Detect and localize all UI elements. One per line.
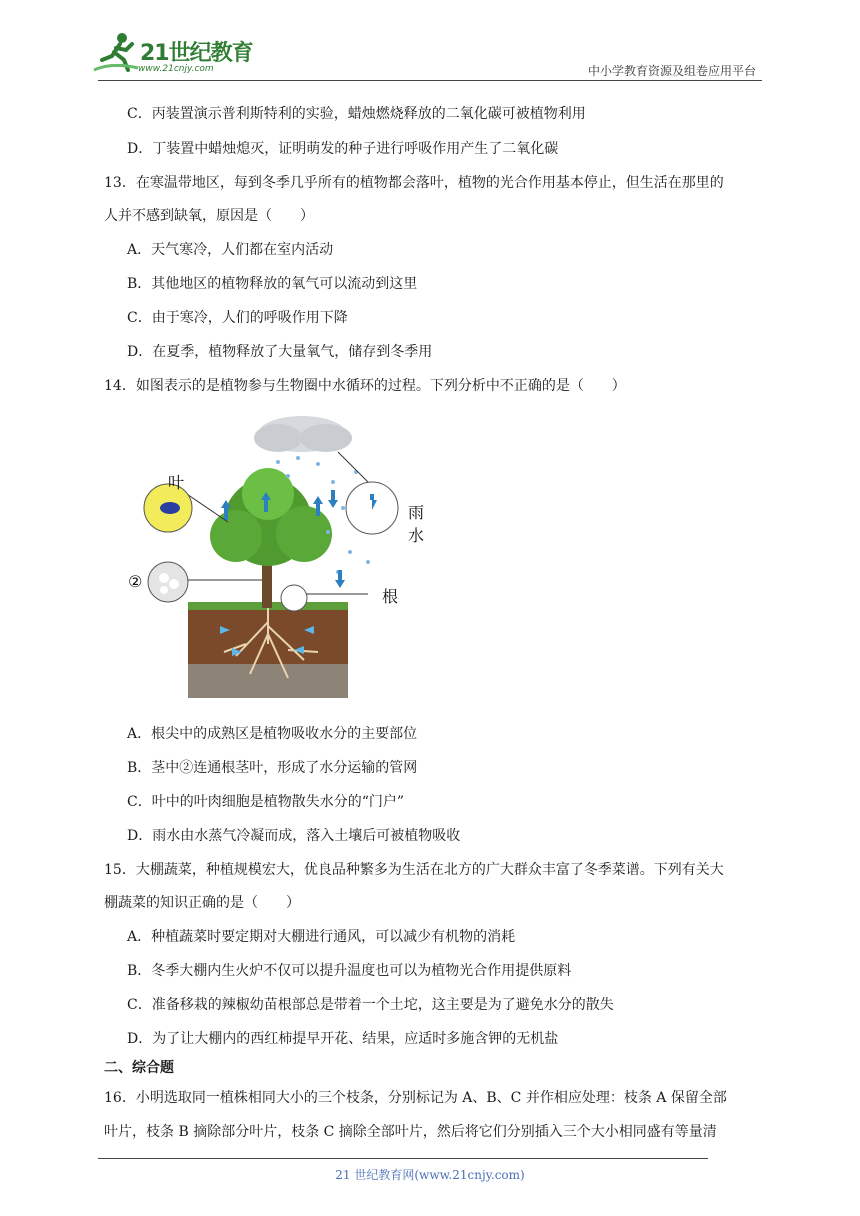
label-leaf: 叶 (168, 473, 185, 492)
q13-option-c: C．由于寒冷，人们的呼吸作用下降 (127, 310, 348, 326)
logo-url: www.21cnjy.com (138, 64, 214, 74)
q13-option-d: D．在夏季，植物释放了大量氧气，储存到冬季用 (127, 344, 433, 360)
label-stem-marker: ② (128, 572, 143, 591)
q15-stem-line1: 15．大棚蔬菜，种植规模宏大，优良品种繁多为生活在北方的广大群众丰富了冬季菜谱。下列有关大 (104, 862, 724, 878)
header-platform-text: 中小学教育资源及组卷应用平台 (587, 64, 756, 78)
q15-option-b: B．冬季大棚内生火炉不仅可以提升温度也可以为植物光合作用提供原料 (127, 963, 572, 979)
q14-option-d: D．雨水由水蒸气冷凝而成，落入土壤后可被植物吸收 (127, 828, 461, 844)
q16-stem-line1: 16．小明选取同一植株相同大小的三个枝条，分别标记为 A、B、C 并作相应处理：枝条 A 保留全部 (104, 1090, 727, 1106)
water-cycle-figure (128, 412, 428, 702)
q13-stem-line2: 人并不感到缺氧，原因是（ ） (104, 208, 314, 224)
label-rain: 雨水 (408, 503, 425, 545)
q15-option-c: C．准备移栽的辣椒幼苗根部总是带着一个土坨，这主要是为了避免水分的散失 (127, 997, 614, 1013)
stoma-shape (160, 502, 180, 514)
header-divider (98, 80, 762, 81)
q15-stem-line2: 棚蔬菜的知识正确的是（ ） (104, 895, 300, 911)
q14-option-a: A．根尖中的成熟区是植物吸收水分的主要部位 (127, 726, 418, 742)
footer-divider (98, 1158, 708, 1159)
q15-option-d: D．为了让大棚内的西红柿提早开花、结果，应适时多施含钾的无机盐 (127, 1031, 559, 1047)
q14-option-c: C．叶中的叶肉细胞是植物散失水分的“门户” (127, 794, 405, 810)
section-title: 二、综合题 (104, 1060, 174, 1076)
q15-option-a: A．种植蔬菜时要定期对大棚进行通风，可以减少有机物的消耗 (127, 929, 516, 945)
page-footer: 21 世纪教育网(www.21cnjy.com) (335, 1168, 525, 1182)
root-zoom-circle (281, 585, 307, 611)
water-cycle-illustration (128, 412, 428, 702)
q12-option-c: C．丙装置演示普利斯特利的实验，蜡烛燃烧释放的二氧化碳可被植物利用 (127, 106, 586, 122)
q13-option-b: B．其他地区的植物释放的氧气可以流动到这里 (127, 276, 418, 292)
tree-trunk (262, 562, 272, 608)
q13-stem-line1: 13．在寒温带地区，每到冬季几乎所有的植物都会落叶，植物的光合作用基本停止，但生活在那里的 (104, 175, 724, 191)
page-header (0, 0, 860, 86)
q14-option-b: B．茎中②连通根茎叶，形成了水分运输的管网 (127, 760, 418, 776)
logo-text: 21世纪教育 (140, 41, 253, 66)
runner-logo-icon (92, 30, 140, 74)
site-logo (92, 30, 262, 80)
stem-zoom-circle (148, 562, 188, 602)
q14-stem: 14．如图表示的是植物参与生物圈中水循环的过程。下列分析中不正确的是（ ） (104, 378, 626, 394)
q13-option-a: A．天气寒冷，人们都在室内活动 (127, 242, 334, 258)
q16-stem-line2: 叶片，枝条 B 摘除部分叶片，枝条 C 摘除全部叶片，然后将它们分别插入三个大小相同盛有等量清 (104, 1124, 717, 1140)
rock-layer (188, 664, 348, 698)
q12-option-d: D．丁装置中蜡烛熄灭，证明萌发的种子进行呼吸作用产生了二氧化碳 (127, 141, 559, 157)
label-root: 根 (382, 587, 399, 606)
